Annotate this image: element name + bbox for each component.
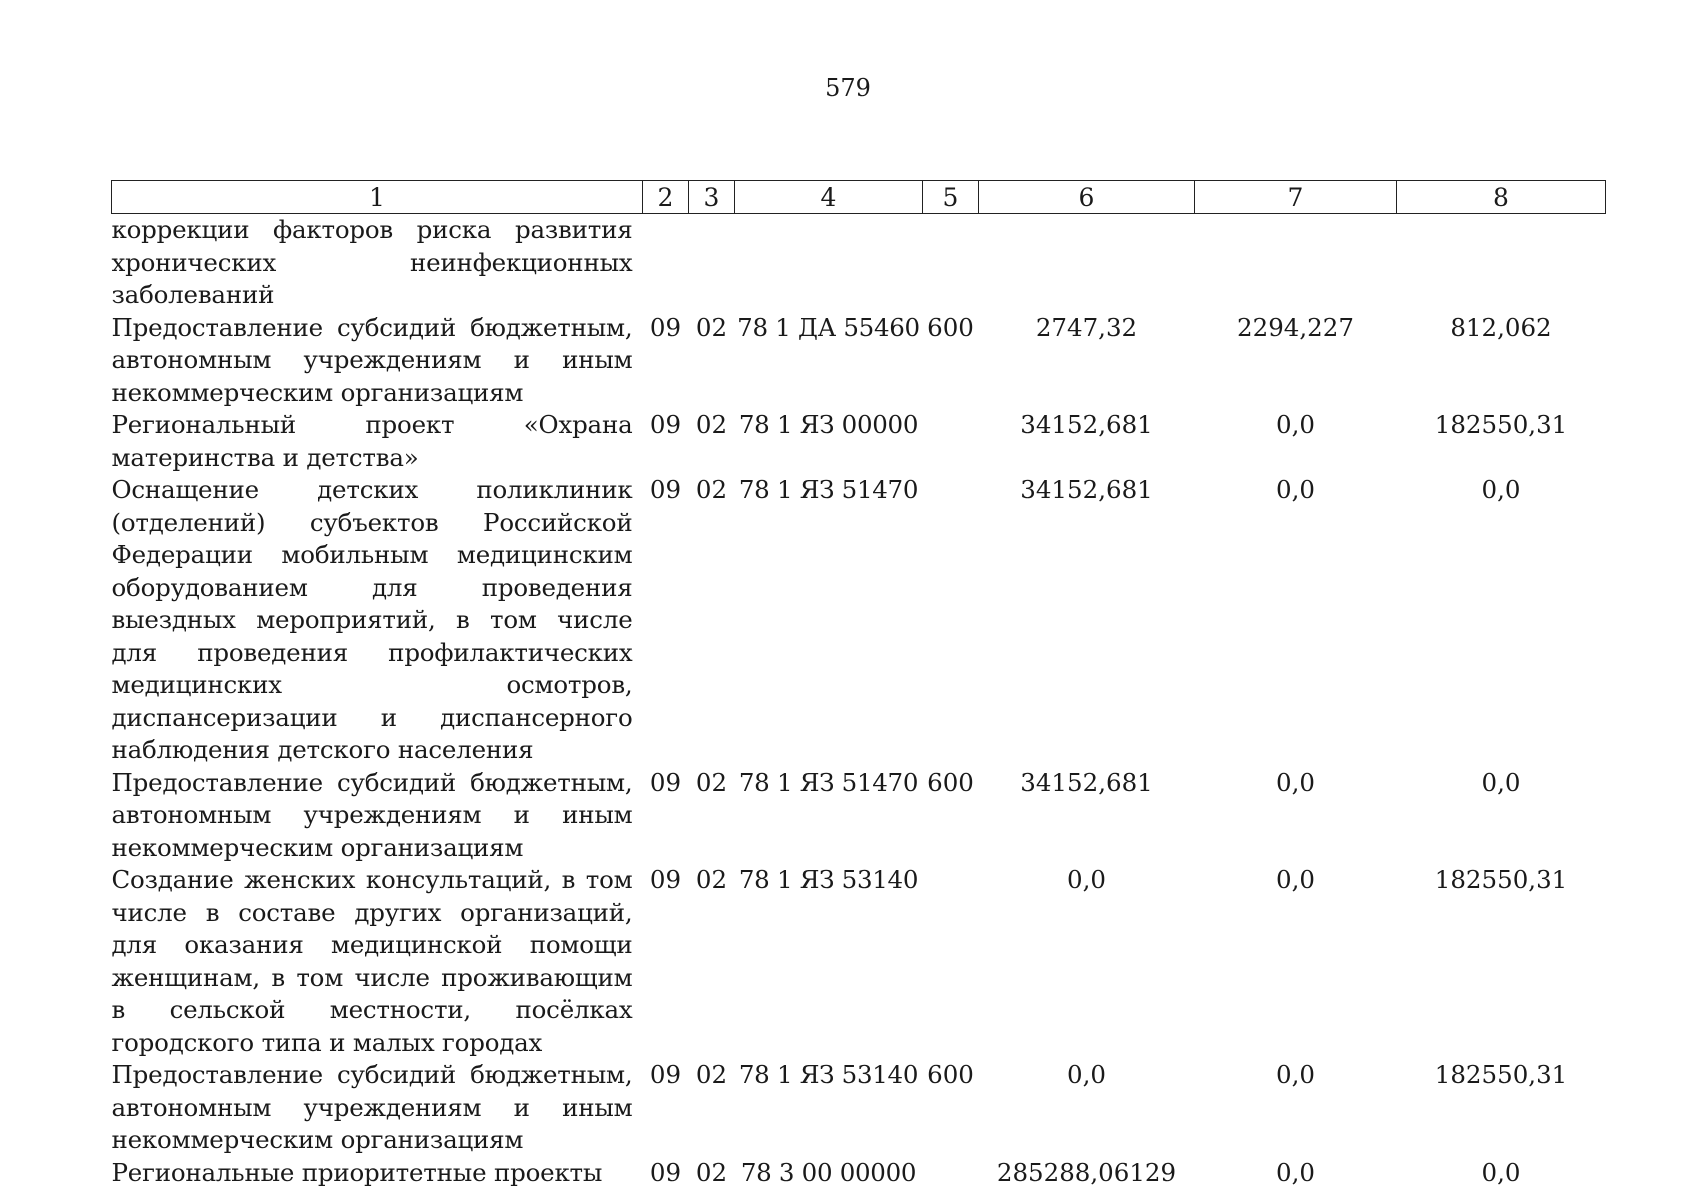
column-header-6: 6 xyxy=(979,181,1195,214)
item-name: Региональный проект «Охрана материнства и детства» xyxy=(111,410,633,472)
table-row xyxy=(112,474,1606,767)
subsection-code: 02 xyxy=(695,312,728,342)
subsection-code: 02 xyxy=(695,1060,728,1089)
header-row xyxy=(112,181,1606,214)
amount-col-6 xyxy=(979,214,1195,312)
subsection-code: 02 xyxy=(695,1157,728,1187)
column-header-8: 8 xyxy=(1397,181,1606,214)
expense-type-code xyxy=(923,1157,979,1190)
target-article-code: 78 1 ЯЗ 53140 xyxy=(738,1060,919,1089)
amount-col-7: 0,0 xyxy=(1276,410,1315,439)
amount-col-8 xyxy=(1397,214,1606,312)
table-row xyxy=(112,1157,1606,1190)
table-row xyxy=(112,409,1606,474)
amount-col-6: 2747,32 xyxy=(1035,312,1138,342)
table-row xyxy=(112,767,1606,865)
column-header-7: 7 xyxy=(1195,181,1397,214)
target-article-code: 78 1 ДА 55460 xyxy=(737,312,920,342)
table-row xyxy=(112,214,1606,312)
item-name: Предоставление субсидий бюджетным, автономным учреждениям и иным некоммерческим организациям xyxy=(111,312,633,407)
section-code: 09 xyxy=(649,1060,682,1089)
subsection-code: 02 xyxy=(695,767,728,797)
amount-col-6: 34152,681 xyxy=(1020,475,1153,504)
expense-type-code: 600 xyxy=(927,312,974,342)
budget-table xyxy=(111,180,1606,1189)
amount-col-7: 0,0 xyxy=(1276,1060,1315,1089)
target-article-code: 78 1 ЯЗ 53140 xyxy=(738,865,919,894)
amount-col-8: 0,0 xyxy=(1481,475,1521,504)
amount-col-6: 0,0 xyxy=(1067,865,1106,894)
amount-col-7 xyxy=(1195,214,1397,312)
subsection-code xyxy=(689,214,735,312)
column-header-2: 2 xyxy=(643,181,689,214)
table-row xyxy=(112,1059,1606,1157)
target-article-code: 78 1 ЯЗ 00000 xyxy=(738,410,919,439)
target-article-code: 78 3 00 00000 xyxy=(740,1157,917,1187)
expense-type-code xyxy=(923,474,979,767)
item-name: Создание женских консультаций, в том числе в составе других организаций, для оказания медицинской помощи женщинам, в том числе проживающим в сельской местности, посёлках городского типа и малых городах xyxy=(111,865,633,1057)
column-header-5: 5 xyxy=(923,181,979,214)
section-code: 09 xyxy=(649,767,682,797)
amount-col-7: 2294,227 xyxy=(1237,312,1354,342)
item-name: Региональные приоритетные проекты xyxy=(111,1157,603,1187)
amount-col-8: 0,0 xyxy=(1481,1157,1521,1187)
subsection-code: 02 xyxy=(695,475,728,504)
amount-col-7: 0,0 xyxy=(1276,1157,1315,1187)
target-article-code: 78 1 ЯЗ 51470 xyxy=(738,767,919,797)
column-header-3: 3 xyxy=(689,181,735,214)
amount-col-7: 0,0 xyxy=(1276,767,1315,797)
amount-col-6: 285288,06129 xyxy=(996,1157,1177,1187)
expense-type-code: 600 xyxy=(927,1060,974,1089)
subsection-code: 02 xyxy=(695,410,728,439)
section-code: 09 xyxy=(649,475,682,504)
expense-type-code: 600 xyxy=(927,767,974,797)
section-code: 09 xyxy=(649,312,682,342)
target-article-code: 78 1 ЯЗ 51470 xyxy=(738,475,919,504)
target-article-code xyxy=(735,214,923,312)
table-row xyxy=(112,312,1606,410)
section-code: 09 xyxy=(649,1157,682,1187)
amount-col-7: 0,0 xyxy=(1276,475,1315,504)
table-row xyxy=(112,864,1606,1059)
section-code xyxy=(643,214,689,312)
amount-col-7: 0,0 xyxy=(1276,865,1315,894)
subsection-code: 02 xyxy=(695,865,728,894)
item-name: Предоставление субсидий бюджетным, автономным учреждениям и иным некоммерческим организациям xyxy=(111,1060,633,1154)
amount-col-8: 812,062 xyxy=(1450,312,1552,342)
amount-col-8: 182550,31 xyxy=(1434,1060,1568,1089)
column-header-1: 1 xyxy=(112,181,643,214)
amount-col-8: 182550,31 xyxy=(1434,410,1568,439)
expense-type-code xyxy=(923,864,979,1059)
amount-col-8: 182550,31 xyxy=(1434,865,1568,894)
amount-col-8: 0,0 xyxy=(1481,767,1521,797)
table-body xyxy=(112,214,1606,1190)
section-code: 09 xyxy=(649,865,682,894)
amount-col-6: 0,0 xyxy=(1067,1060,1106,1089)
amount-col-6: 34152,681 xyxy=(1020,410,1153,439)
section-code: 09 xyxy=(649,410,682,439)
item-name: коррекции факторов риска развития хронических неинфекционных заболеваний xyxy=(111,215,633,309)
column-header-4: 4 xyxy=(735,181,923,214)
item-name: Предоставление субсидий бюджетным, автономным учреждениям и иным некоммерческим организациям xyxy=(111,767,633,862)
amount-col-6: 34152,681 xyxy=(1020,767,1153,797)
expense-type-code xyxy=(923,409,979,474)
page-number: 579 xyxy=(825,74,871,102)
item-name: Оснащение детских поликлиник (отделений) субъектов Российской Федерации мобильным медицинским оборудованием для проведения выездных мероприятий, в том числе для проведения профилактических медицинских осмотров, диспансеризации и диспансерного наблюдения детского населения xyxy=(111,475,633,764)
expense-type-code xyxy=(923,214,979,312)
